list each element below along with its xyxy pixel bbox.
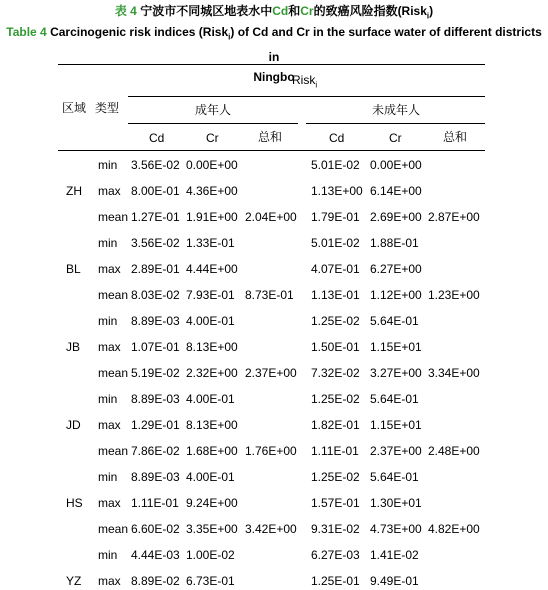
cell-adult-cr: 8.13E+00 (186, 340, 238, 354)
cell-minor-cd: 1.25E-02 (311, 470, 360, 484)
cell-minor-cd: 9.31E-02 (311, 522, 360, 536)
minor-span-rule (306, 123, 485, 124)
cell-adult-cd: 3.56E-02 (131, 158, 180, 172)
cell-minor-cr: 9.49E-01 (370, 574, 419, 588)
cell-minor-cd: 1.25E-01 (311, 574, 360, 588)
caption-cn-text-b: 的致癌风险指数(Risk (313, 4, 427, 18)
caption-en-text-b: ) of Cd and Cr in the surface water of different districts in (230, 25, 542, 65)
cell-adult-cr: 7.93E-01 (186, 288, 235, 302)
cell-minor-cd: 1.25E-02 (311, 314, 360, 328)
cell-adult-cd: 4.44E-03 (131, 548, 180, 562)
cell-adult-cr: 1.00E-02 (186, 548, 235, 562)
cell-adult-cd: 8.89E-03 (131, 392, 180, 406)
cell-minor-cd: 4.07E-01 (311, 262, 360, 276)
cell-region: ZH (66, 184, 82, 198)
caption-en-line2: Ningbo (253, 70, 295, 85)
cell-type: max (98, 418, 121, 432)
caption-english (0, 22, 548, 90)
cell-minor-cr: 4.73E+00 (370, 522, 422, 536)
cell-minor-cd: 1.11E-01 (311, 444, 359, 458)
caption-en-label: Table 4 (6, 25, 47, 39)
cell-adult-cr: 2.32E+00 (186, 366, 238, 380)
cell-region: HS (66, 496, 83, 510)
cell-minor-cd: 1.57E-01 (311, 496, 360, 510)
cell-minor-cr: 6.27E+00 (370, 262, 422, 276)
cell-minor-cr: 5.64E-01 (370, 470, 419, 484)
cell-minor-cd: 6.27E-03 (311, 548, 360, 562)
cell-adult-cd: 1.07E-01 (131, 340, 180, 354)
header-adult: 成年人 (195, 103, 232, 117)
cell-minor-cd: 1.13E+00 (311, 184, 363, 198)
cell-minor-cd: 1.50E-01 (311, 340, 360, 354)
cell-type: max (98, 262, 121, 276)
cell-adult-cd: 3.56E-02 (131, 236, 180, 250)
cell-type: max (98, 184, 121, 198)
cell-adult-sum: 1.76E+00 (245, 444, 297, 458)
cell-minor-cd: 1.25E-02 (311, 392, 360, 406)
cell-adult-sum: 2.37E+00 (245, 366, 297, 380)
cell-minor-cr: 3.27E+00 (370, 366, 422, 380)
cell-adult-cr: 0.00E+00 (186, 158, 238, 172)
header-minor-cr: Cr (389, 131, 402, 145)
cell-type: min (98, 548, 118, 562)
header-risk-sub: i (315, 80, 318, 90)
cell-adult-cr: 4.00E-01 (186, 314, 235, 328)
cell-type: max (98, 496, 121, 510)
cell-minor-sum: 3.34E+00 (428, 366, 480, 380)
caption-cn-close: ) (429, 4, 434, 18)
cell-minor-cr: 2.69E+00 (370, 210, 422, 224)
cell-minor-cr: 2.37E+00 (370, 444, 422, 458)
cell-adult-cd: 8.89E-03 (131, 470, 180, 484)
cell-minor-cr: 0.00E+00 (370, 158, 422, 172)
caption-cn-and: 和 (288, 4, 301, 18)
cell-minor-sum: 2.48E+00 (428, 444, 480, 458)
cell-type: min (98, 158, 118, 172)
caption-en-sub: i (228, 32, 231, 42)
cell-adult-cd: 1.27E-01 (131, 210, 180, 224)
cell-type: mean (98, 210, 129, 224)
cell-adult-cd: 5.19E-02 (131, 366, 180, 380)
cell-adult-cr: 9.24E+00 (186, 496, 238, 510)
cell-region: JD (66, 418, 81, 432)
cell-minor-sum: 4.82E+00 (428, 522, 480, 536)
cell-type: mean (98, 444, 129, 458)
cell-minor-cr: 1.41E-02 (370, 548, 419, 562)
cell-type: max (98, 574, 121, 588)
caption-cn-cr: Cr (300, 4, 314, 18)
cell-adult-sum: 8.73E-01 (245, 288, 294, 302)
caption-cn-sub: i (426, 11, 430, 21)
cell-adult-cd: 8.03E-02 (131, 288, 180, 302)
header-risk (292, 72, 317, 93)
header-minor-sum: 总和 (443, 130, 468, 144)
cell-minor-cr: 6.14E+00 (370, 184, 422, 198)
risk-span-rule (128, 96, 485, 97)
cell-minor-cd: 1.13E-01 (311, 288, 360, 302)
cell-adult-cd: 8.89E-03 (131, 314, 180, 328)
cell-minor-sum: 1.23E+00 (428, 288, 480, 302)
cell-adult-cd: 1.29E-01 (131, 418, 180, 432)
cell-minor-cr: 1.12E+00 (370, 288, 422, 302)
cell-type: mean (98, 288, 129, 302)
cell-adult-sum: 2.04E+00 (245, 210, 297, 224)
header-adult-cd: Cd (149, 131, 165, 145)
header-minor: 未成年人 (372, 103, 421, 117)
cell-region: BL (66, 262, 81, 276)
adult-span-rule (128, 123, 298, 124)
cell-region: YZ (66, 574, 82, 588)
cell-minor-sum: 2.87E+00 (428, 210, 480, 224)
cell-adult-cd: 7.86E-02 (131, 444, 180, 458)
cell-minor-cr: 1.88E-01 (370, 236, 419, 250)
cell-minor-cr: 5.64E-01 (370, 314, 419, 328)
header-bottom-rule (58, 150, 485, 151)
cell-adult-cd: 2.89E-01 (131, 262, 180, 276)
cell-type: min (98, 314, 118, 328)
header-type: 类型 (95, 101, 120, 115)
cell-minor-cr: 5.64E-01 (370, 392, 419, 406)
cell-adult-cr: 1.33E-01 (186, 236, 235, 250)
cell-minor-cd: 1.82E-01 (311, 418, 360, 432)
cell-adult-cd: 8.89E-02 (131, 574, 180, 588)
cell-adult-cd: 8.00E-01 (131, 184, 180, 198)
caption-en-text-a: Carcinogenic risk indices (Risk (50, 25, 229, 39)
cell-adult-cr: 6.73E-01 (186, 574, 235, 588)
cell-minor-cr: 1.30E+01 (370, 496, 422, 510)
caption-cn-label: 表 4 (114, 4, 137, 18)
header-adult-cr: Cr (206, 131, 219, 145)
cell-adult-cr: 4.36E+00 (186, 184, 238, 198)
cell-adult-sum: 3.42E+00 (245, 522, 297, 536)
cell-minor-cr: 1.15E+01 (370, 418, 422, 432)
cell-type: mean (98, 366, 129, 380)
cell-adult-cr: 8.13E+00 (186, 418, 238, 432)
header-adult-sum: 总和 (258, 130, 283, 144)
cell-adult-cr: 1.68E+00 (186, 444, 238, 458)
cell-minor-cd: 5.01E-02 (311, 158, 360, 172)
table-top-rule (58, 64, 485, 65)
cell-adult-cd: 6.60E-02 (131, 522, 180, 536)
cell-minor-cr: 1.15E+01 (370, 340, 422, 354)
cell-type: max (98, 340, 121, 354)
cell-adult-cd: 1.11E-01 (131, 496, 179, 510)
cell-type: mean (98, 522, 129, 536)
cell-minor-cd: 7.32E-02 (311, 366, 360, 380)
header-region: 区域 (62, 101, 87, 115)
cell-type: min (98, 392, 118, 406)
cell-adult-cr: 4.00E-01 (186, 392, 235, 406)
cell-adult-cr: 4.44E+00 (186, 262, 238, 276)
cell-minor-cd: 1.79E-01 (311, 210, 360, 224)
cell-type: min (98, 470, 118, 484)
header-risk-label: Risk (292, 73, 316, 87)
caption-cn-cd: Cd (272, 4, 289, 18)
cell-region: JB (66, 340, 81, 354)
caption-cn-text-a: 宁波市不同城区地表水中 (140, 4, 273, 18)
cell-adult-cr: 3.35E+00 (186, 522, 238, 536)
header-minor-cd: Cd (329, 131, 345, 145)
cell-type: min (98, 236, 118, 250)
cell-adult-cr: 4.00E-01 (186, 470, 235, 484)
cell-adult-cr: 1.91E+00 (186, 210, 238, 224)
cell-minor-cd: 5.01E-02 (311, 236, 360, 250)
